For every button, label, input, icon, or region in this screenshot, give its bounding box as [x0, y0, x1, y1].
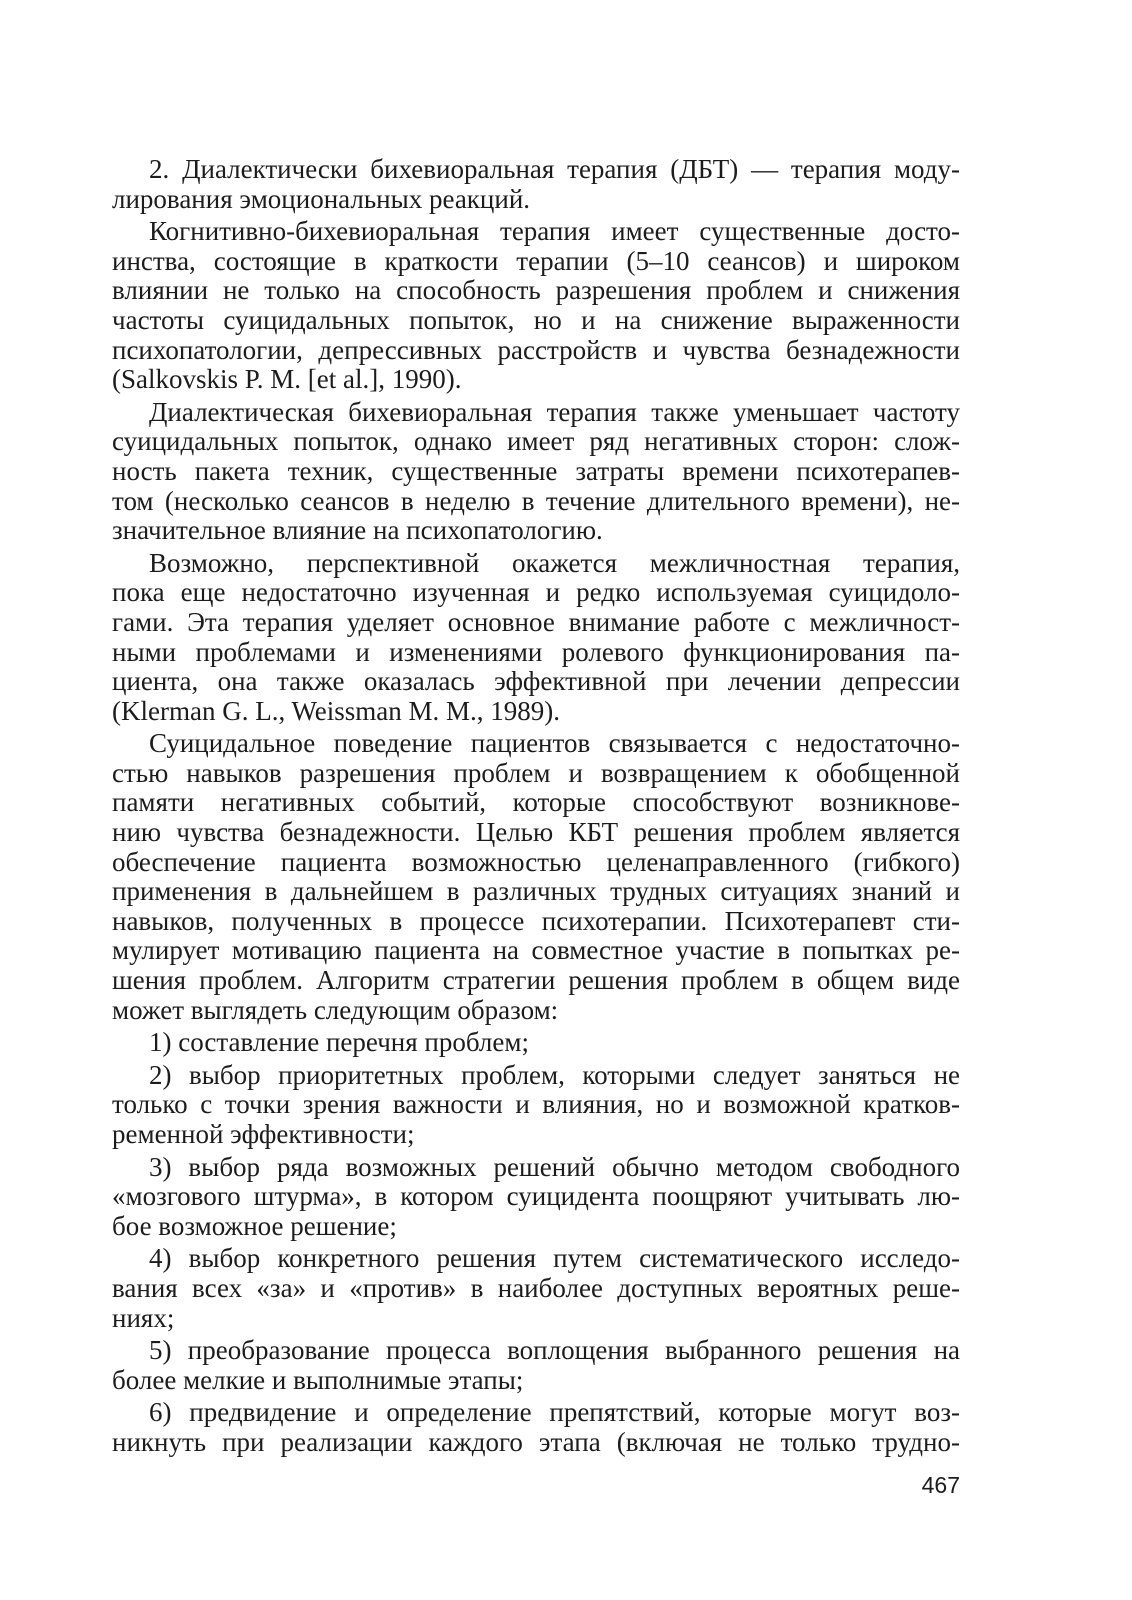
paragraph: [112, 1244, 960, 1333]
text-line: применения в дальнейшем в различных трудных ситуациях знаний и: [112, 876, 960, 907]
paragraph: [112, 398, 960, 546]
paragraph: [112, 155, 960, 214]
text-line: (Salkovskis P. M. [et al.], 1990).: [112, 364, 462, 395]
text-line: 1) составление перечня проблем;: [149, 1027, 529, 1058]
text-line: стью навыков разрешения проблем и возвращением к обобщенной: [112, 757, 960, 788]
text-line: Диалектическая бихевиоральная терапия также уменьшает частоту: [149, 396, 960, 427]
paragraph: [112, 549, 960, 727]
text-line: Суицидальное поведение пациентов связывается с недостаточно-: [149, 728, 960, 759]
text-line: никнуть при реализации каждого этапа (включая не только трудно-: [112, 1426, 960, 1457]
paragraph: [112, 1153, 960, 1242]
text-line: гами. Эта терапия уделяет основное внимание работе с межличност-: [112, 606, 960, 637]
paragraph: [112, 1398, 960, 1457]
page-body: [112, 155, 960, 1458]
text-line: суицидальных попыток, однако имеет ряд негативных сторон: слож-: [112, 426, 960, 457]
text-line: шения проблем. Алгоритм стратегии решения проблем в общем виде: [112, 965, 960, 996]
text-line: инства, состоящие в краткости терапии (5–10 сеансов) и широком: [112, 245, 960, 276]
text-line: 4) выбор конкретного решения путем систематического исследо-: [149, 1243, 960, 1274]
text-line: только с точки зрения важности и влияния, но и возможной кратков-: [112, 1089, 960, 1120]
text-line: 3) выбор ряда возможных решений обычно методом свободного: [149, 1151, 960, 1182]
text-line: ными проблемами и изменениями ролевого функционирования па-: [112, 636, 960, 667]
text-line: нию чувства безнадежности. Целью КБТ решения проблем является: [112, 817, 960, 848]
text-line: вания всех «за» и «против» в наиболее доступных вероятных реше-: [112, 1272, 960, 1303]
text-line: пока еще недостаточно изученная и редко используемая суицидоло-: [112, 577, 960, 608]
paragraph: [112, 1061, 960, 1150]
text-line: психопатологии, депрессивных расстройств и чувства безнадежности: [112, 334, 960, 365]
text-line: может выглядеть следующим образом:: [112, 994, 559, 1025]
text-line: Когнитивно-бихевиоральная терапия имеет существенные досто-: [149, 216, 960, 247]
text-line: более мелкие и выполнимые этапы;: [112, 1364, 524, 1395]
text-line: 2. Диалектически бихевиоральная терапия (ДБТ) — терапия моду-: [149, 154, 960, 184]
paragraph: [112, 1336, 960, 1395]
text-line: циента, она также оказалась эффективной при лечении депрессии: [112, 666, 960, 697]
text-line: ременной эффективности;: [112, 1119, 415, 1149]
text-line: том (несколько сеансов в неделю в течение длительного времени), не-: [112, 485, 960, 516]
text-line: памяти негативных событий, которые способствуют возникнове-: [112, 787, 960, 818]
text-line: мулирует мотивацию пациента на совместное участие в попытках ре-: [112, 935, 960, 966]
paragraph: [112, 729, 960, 1025]
text-line: Возможно, перспективной окажется межличностная терапия,: [149, 547, 960, 578]
text-line: 2) выбор приоритетных проблем, которыми следует заняться не: [149, 1059, 960, 1090]
text-line: навыков, полученных в процессе психотерапии. Психотерапевт сти-: [112, 905, 960, 936]
page-number: 467: [921, 1472, 960, 1498]
text-line: влиянии не только на способность разрешения проблем и снижения: [112, 275, 960, 306]
paragraph: [112, 217, 960, 395]
text-line: ниях;: [112, 1302, 175, 1333]
text-line: 6) предвидение и определение препятствий, которые могут воз-: [149, 1397, 960, 1428]
text-line: частоты суицидальных попыток, но и на снижение выраженности: [112, 304, 960, 335]
text-line: ность пакета техник, существенные затраты времени психотерапев-: [112, 455, 960, 486]
text-line: лирования эмоциональных реакций.: [112, 183, 531, 214]
paragraph: [112, 1028, 960, 1058]
text-line: 5) преобразование процесса воплощения выбранного решения на: [149, 1335, 960, 1366]
text-line: значительное влияние на психопатологию.: [112, 515, 603, 546]
text-line: (Klerman G. L., Weissman M. M., 1989).: [112, 695, 561, 726]
text-line: бое возможное решение;: [112, 1210, 397, 1241]
text-line: обеспечение пациента возможностью целенаправленного (гибкого): [112, 846, 960, 877]
text-line: «мозгового штурма», в котором суицидента поощряют учитывать лю-: [112, 1181, 960, 1212]
